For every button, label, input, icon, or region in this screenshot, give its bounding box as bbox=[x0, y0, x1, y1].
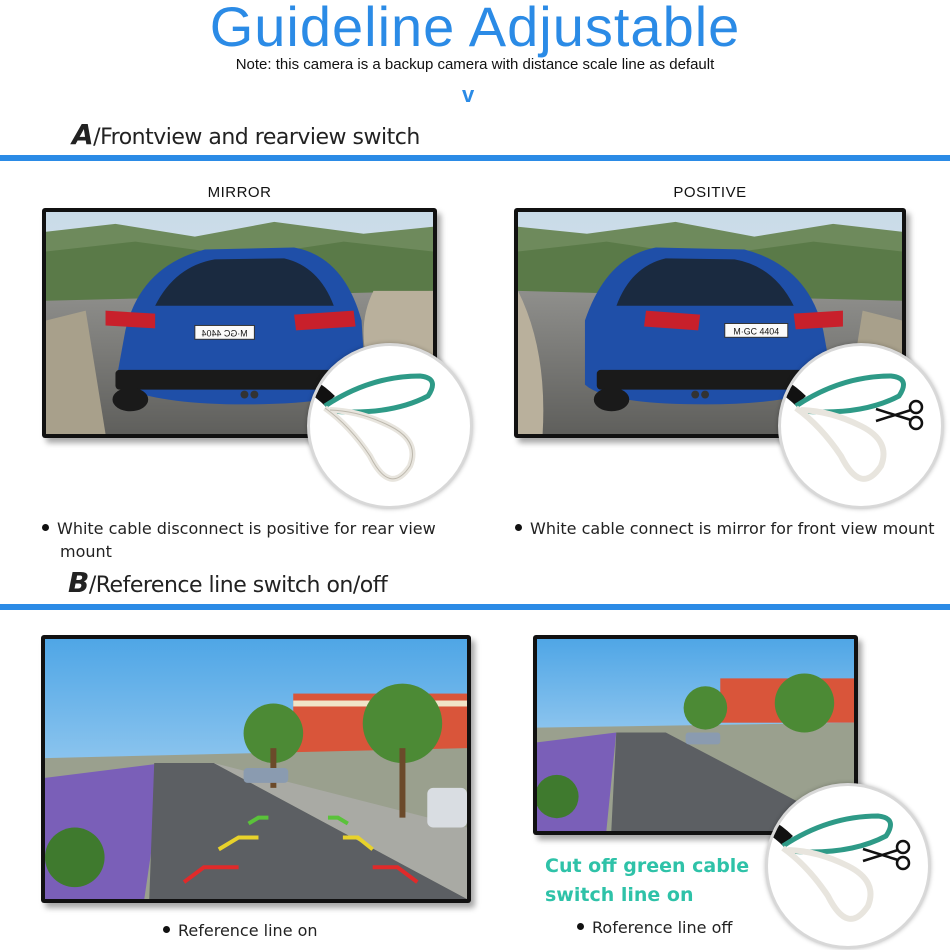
chevron-down-icon: v bbox=[462, 82, 475, 107]
cable-cut-illustration bbox=[781, 346, 941, 506]
cutoff-line2: switch line on bbox=[545, 884, 694, 906]
cable-loop-illustration bbox=[310, 346, 470, 506]
section-a-heading bbox=[72, 118, 420, 151]
section-b-title: /Reference line switch on/off bbox=[88, 573, 388, 598]
reference-on-bullet bbox=[163, 919, 318, 942]
mirror-bullet-line2: mount bbox=[60, 542, 112, 561]
mirror-bullet bbox=[42, 517, 442, 563]
positive-bullet bbox=[515, 517, 935, 540]
bullet-dot-icon bbox=[515, 524, 522, 531]
section-a-divider bbox=[0, 155, 950, 161]
bullet-dot-icon bbox=[42, 524, 49, 531]
section-b-divider bbox=[0, 604, 950, 610]
cutoff-line1: Cut off green cable bbox=[545, 855, 750, 877]
bullet-dot-icon bbox=[163, 926, 170, 933]
mirror-caption: MIRROR bbox=[207, 184, 272, 201]
default-note: Note: this camera is a backup camera with distance scale line as default bbox=[235, 56, 715, 73]
section-b-heading bbox=[68, 566, 387, 599]
page-title: Guideline Adjustable bbox=[209, 0, 741, 58]
cutoff-instruction bbox=[545, 852, 749, 910]
reference-on-text: Reference line on bbox=[178, 921, 318, 940]
positive-bullet-text: White cable connect is mirror for front view mount bbox=[530, 519, 935, 538]
mirror-bullet-line1: White cable disconnect is positive for rear view bbox=[57, 519, 436, 538]
reference-off-text: Roference line off bbox=[592, 918, 733, 937]
cable-zoom-positive bbox=[778, 343, 944, 509]
cable-zoom-reference bbox=[765, 783, 931, 949]
reference-on-screen bbox=[41, 635, 471, 903]
section-a-title: /Frontview and rearview switch bbox=[93, 125, 420, 150]
reference-on-image bbox=[45, 639, 467, 899]
reference-off-bullet bbox=[577, 916, 732, 939]
section-b-letter: B bbox=[68, 566, 89, 599]
positive-caption: POSITIVE bbox=[673, 184, 747, 201]
cable-zoom-mirror bbox=[307, 343, 473, 509]
bullet-dot-icon bbox=[577, 923, 584, 930]
reference-cable-cut-illustration bbox=[768, 786, 928, 946]
svg-text:M·GC 4404: M·GC 4404 bbox=[733, 326, 780, 337]
section-a-letter: A bbox=[72, 118, 94, 151]
svg-text:M·GC 4404: M·GC 4404 bbox=[201, 328, 248, 339]
